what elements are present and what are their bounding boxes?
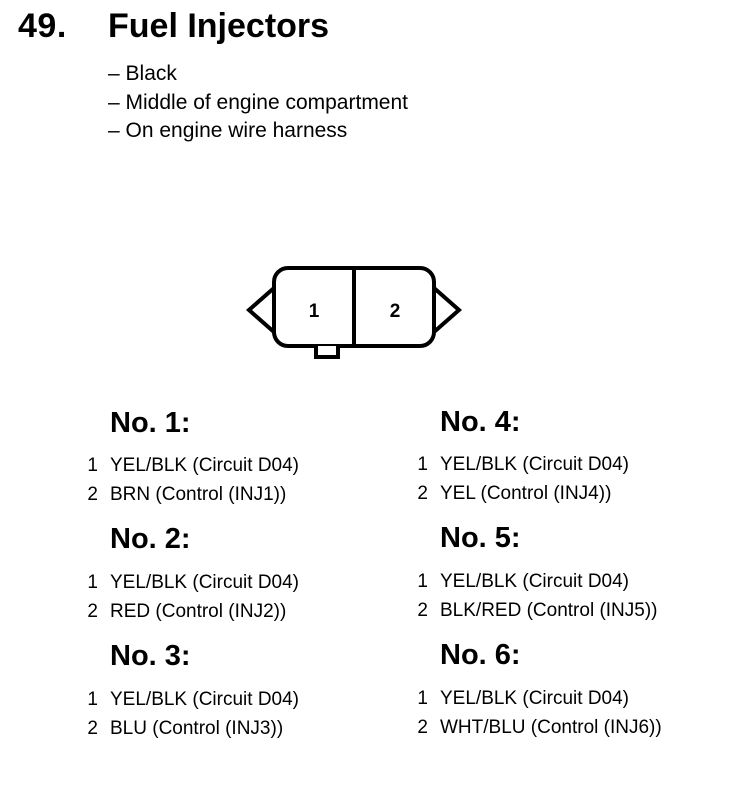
pin-description: BRN (Control (INJ1)) [110, 484, 287, 505]
connector-right-tab [434, 288, 459, 332]
pin-number: 1 [417, 688, 428, 709]
pin-number: 2 [87, 601, 98, 622]
pin-number: 2 [417, 483, 428, 504]
connector-pin-2: 2 [389, 301, 401, 322]
pin-number: 2 [417, 600, 428, 621]
group-title: No. 2: [110, 523, 191, 555]
group-title: No. 3: [110, 640, 191, 672]
connector-info-list [108, 60, 408, 146]
section-title: Fuel Injectors [108, 7, 330, 45]
connector-diagram [244, 262, 468, 364]
pin-number: 2 [87, 484, 98, 505]
section-number: 49. [18, 7, 67, 45]
pin-description: YEL (Control (INJ4)) [440, 483, 612, 504]
info-location: – Middle of engine compartment [108, 89, 408, 118]
group-title: No. 1: [110, 407, 191, 439]
info-color: – Black [108, 60, 408, 89]
group-title: No. 5: [440, 522, 521, 554]
pin-description: YEL/BLK (Circuit D04) [440, 571, 630, 592]
pin-description: YEL/BLK (Circuit D04) [440, 688, 630, 709]
group-title: No. 4: [440, 406, 521, 438]
pin-number: 1 [87, 689, 98, 710]
group-title: No. 6: [440, 639, 521, 671]
pin-description: BLK/RED (Control (INJ5)) [440, 600, 658, 621]
pin-number: 1 [417, 454, 428, 475]
pin-description: RED (Control (INJ2)) [110, 601, 287, 622]
info-harness: – On engine wire harness [108, 117, 408, 146]
pin-description: YEL/BLK (Circuit D04) [110, 572, 300, 593]
pin-number: 2 [417, 717, 428, 738]
pin-description: WHT/BLU (Control (INJ6)) [440, 717, 662, 738]
pin-description: YEL/BLK (Circuit D04) [110, 689, 300, 710]
pin-number: 2 [87, 718, 98, 739]
connector-pin-1: 1 [308, 301, 320, 322]
pin-description: YEL/BLK (Circuit D04) [440, 454, 630, 475]
pin-number: 1 [417, 571, 428, 592]
pin-description: BLU (Control (INJ3)) [110, 718, 284, 739]
pin-number: 1 [87, 572, 98, 593]
pin-description: YEL/BLK (Circuit D04) [110, 455, 300, 476]
connector-left-tab [249, 288, 274, 332]
connector-key [316, 346, 338, 357]
pin-number: 1 [87, 455, 98, 476]
